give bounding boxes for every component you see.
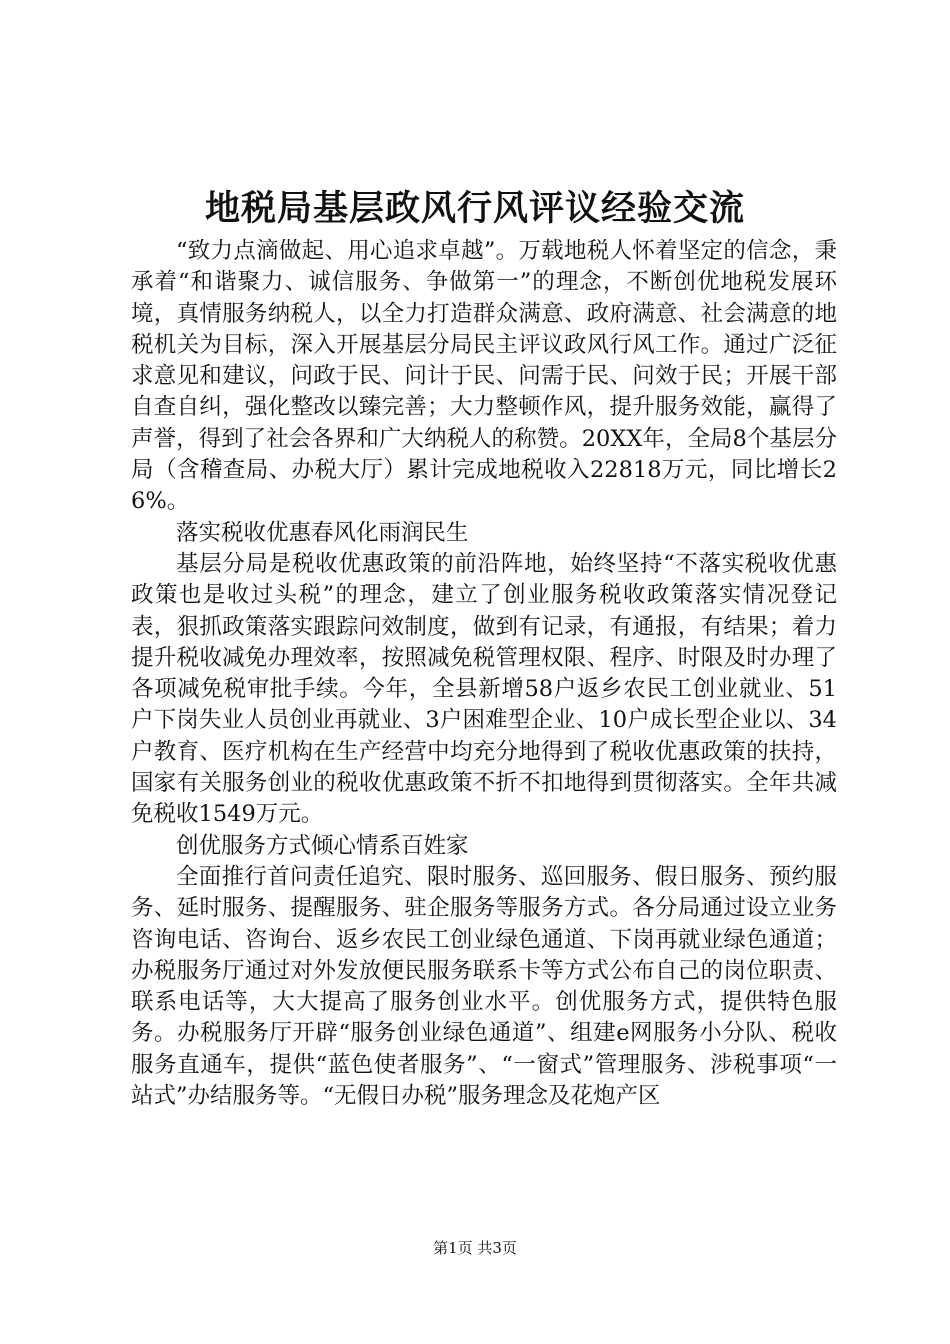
document-body [131, 236, 837, 1112]
document-title: 地税局基层政风行风评议经验交流 [204, 188, 745, 229]
section-heading: 落实税收优惠春风化雨润民生 [176, 519, 469, 546]
page-footer: 第1页 共3页 [433, 1239, 517, 1257]
body-paragraph: “致力点滴做起、用心追求卓越”。万载地税人怀着坚定的信念，秉承着“和谐聚力、诚信服务、争做第一”的理念，不断创优地税发展环境，真情服务纳税人，以全力打造群众满意、政府满意、社会满意的地税机关为目标，深入开展基层分局民主评议政风行风工作。通过广泛征求意见和建议，问政于民、问计于民、问需于民、问效于民；开展干部自查自纠，强化整改以臻完善；大力整顿作风，提升服务效能，赢得了声誉，得到了社会各界和广大纳税人的称赞。20XX年，全局8个基层分局（含稽查局、办税大厅）累计完成地税收入22818万元，同比增长26%。 [131, 238, 837, 515]
body-paragraph: 全面推行首问责任追究、限时服务、巡回服务、假日服务、预约服务、延时服务、提醒服务、驻企服务等服务方式。各分局通过设立业务咨询电话、咨询台、返乡农民工创业绿色通道、下岗再就业绿色通道；办税服务厅通过对外发放便民服务联系卡等方式公布自己的岗位职责、联系电话等，大大提高了服务创业水平。创优服务方式，提供特色服务。办税服务厅开辟“服务创业绿色通道”、组建e网服务小分队、税收服务直通车，提供“蓝色使者服务”、“一窗式”管理服务、涉税事项“一站式”办结服务等。“无假日办税”服务理念及花炮产区 [131, 863, 837, 1110]
body-paragraph: 基层分局是税收优惠政策的前沿阵地，始终坚持“不落实税收优惠政策也是收过头税”的理念，建立了创业服务税收政策落实情况登记表，狠抓政策落实跟踪问效制度，做到有记录，有通报，有结果；着力提升税收减免办理效率，按照减免税管理权限、程序、时限及时办理了各项减免税审批手续。今年，全县新增58户返乡农民工创业就业、51户下岗失业人员创业再就业、3户困难型企业、10户成长型企业以、34户教育、医疗机构在生产经营中均充分地得到了税收优惠政策的扶持，国家有关服务创业的税收优惠政策不折不扣地得到贯彻落实。全年共减免税收1549万元。 [131, 550, 837, 828]
section-heading: 创优服务方式倾心情系百姓家 [176, 832, 469, 859]
